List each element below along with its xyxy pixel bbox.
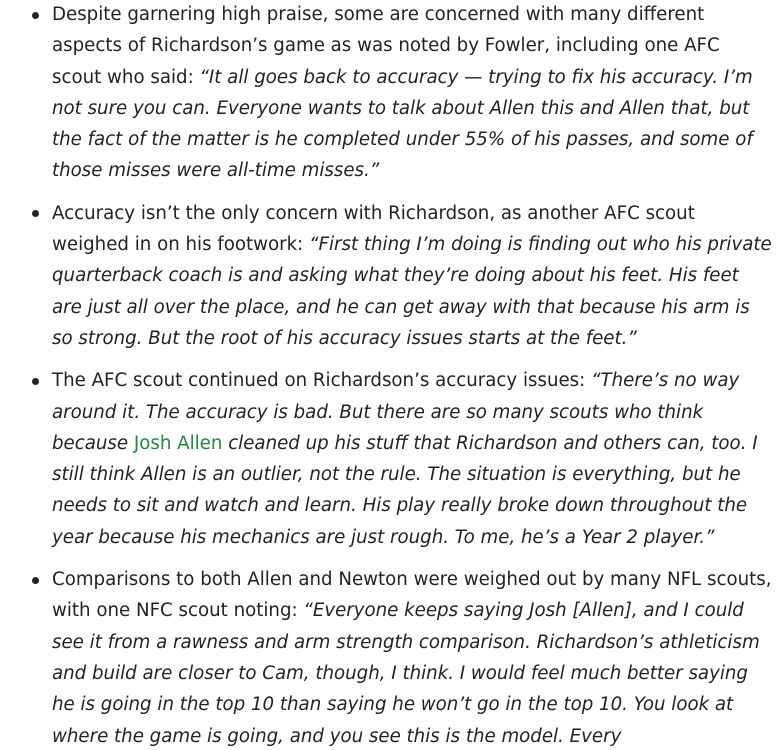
bullet-text: Despite garnering high praise, some are concerned with many different aspects of Richardson’s game as was noted by Fowler, including one AFC scout who said:: [52, 4, 720, 88]
bullet-item-footwork: [0, 198, 782, 354]
scout-quote: “It all goes back to accuracy — trying to fix his accuracy. I’m not sure you can. Everyone wants to talk about Allen this and Allen that, but the fact of the matter is he completed under 55% of his passes, and some of those misses were all-time misses.”: [52, 66, 753, 182]
scout-quote-part-2: cleaned up his stuff that Richardson and others can, too. I still think Allen is an outlier, not the rule. The situation is everything, but he needs to sit and watch and learn. His play really broke down throughout the year because his mechanics are just rough. To me, he’s a Year 2 player.”: [52, 432, 758, 548]
bullet-text: Comparisons to both Allen and Newton were weighed out by many NFL scouts, with one NFC scout noting:: [52, 569, 772, 622]
bullet-dot-icon: [32, 378, 39, 385]
bullet-text: The AFC scout continued on Richardson’s accuracy issues:: [52, 370, 592, 392]
bullet-dot-icon: [32, 577, 39, 584]
bullet-dot-icon: [32, 210, 39, 217]
josh-allen-link[interactable]: Josh Allen: [133, 432, 223, 454]
bullet-item-comparisons: [0, 564, 782, 750]
scout-quote-part-1: “There’s no way around it. The accuracy is bad. But there are so many scouts who think because: [52, 370, 740, 454]
bullet-text: Accuracy isn’t the only concern with Richardson, as another AFC scout weighed in on his footwork:: [52, 202, 695, 256]
bullet-dot-icon: [32, 12, 39, 19]
scout-quote: “Everyone keeps saying Josh [Allen], and I could see it from a rawness and arm strength comparison. Richardson’s athleticism and build are closer to Cam, though, I think. I would feel much better saying he is going in the top 10 than saying he won’t go in the top 10. You look at where the game is going, and you see this is the model. Every: [52, 600, 760, 747]
scout-quote: “First thing I’m doing is finding out who his private quarterback coach is and asking what they’re doing about his feet. His feet are just all over the place, and he can get away with that because his arm is so strong. But the root of his accuracy issues starts at the feet.”: [52, 234, 772, 349]
bullet-item-accuracy-concern: [0, 0, 782, 187]
bullet-item-accuracy-issues: [0, 365, 782, 553]
